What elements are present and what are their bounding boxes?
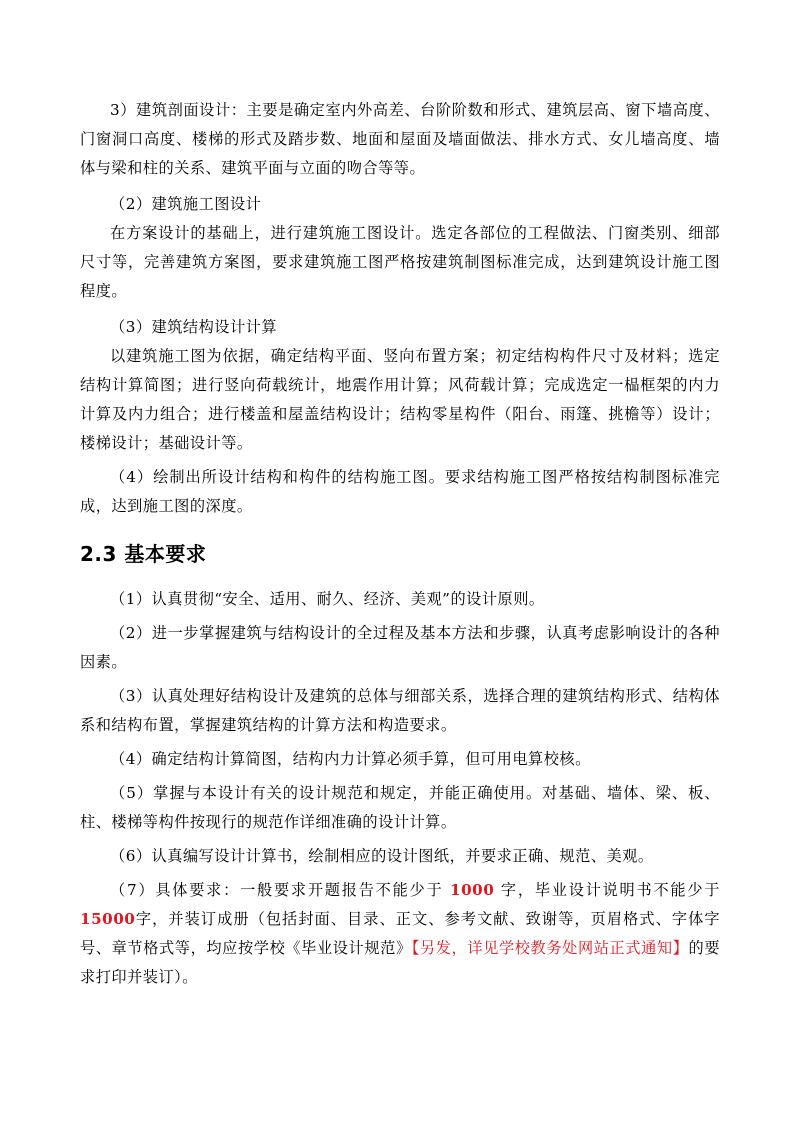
official-notice-note: 【另发，详见学校教务处网站正式通知】 (411, 939, 689, 957)
paragraph-construction-drawing: 在方案设计的基础上，进行建筑施工图设计。选定各部位的工程做法、门窗类别、细部尺寸等，完善建筑方案图，要求建筑施工图严格按建筑制图标准完成，达到建筑设计施工图程度。 (80, 224, 720, 300)
requirement-7-text-4: 的要求打印并装订）。 (80, 939, 721, 986)
paragraph-structural-design: 以建筑施工图为依据，确定结构平面、竖向布置方案；初定结构构件尺寸及材料；选定结构计算简图；进行竖向荷载统计，地震作用计算；风荷载计算；完成选定一榀框架的内力计算及内力组合；进行楼盖和屋盖结构设计；结构零星构件（阳台、雨篷、挑檐等）设计；楼梯设计；基础设计等。 (80, 347, 720, 452)
requirement-7 (80, 876, 720, 992)
requirement-4: （4）确定结构计算简图，结构内力计算必须手算，但可用电算校核。 (110, 750, 591, 768)
document-page (80, 96, 720, 992)
section-title: 2.3 基本要求 (80, 542, 207, 566)
subheading-construction-drawing: （2）建筑施工图设计 (110, 195, 262, 213)
word-count-thesis: 15000 (80, 910, 136, 928)
requirement-7-text-1: （7）具体要求：一般要求开题报告不能少于 (110, 881, 451, 899)
requirement-5: （5）掌握与本设计有关的设计规范和规定，并能正确使用。对基础、墙体、梁、板、柱、楼梯等构件按现行的规范作详细准确的设计计算。 (80, 784, 720, 831)
requirement-7-text-3: 字，并装订成册（包括封面、目录、正文、参考文献、致谢等，页眉格式、字体字号、章节格式等，均应按学校《毕业设计规范》 (80, 910, 720, 957)
paragraph-section-design: 3）建筑剖面设计：主要是确定室内外高差、台阶阶数和形式、建筑层高、窗下墙高度、门窗洞口高度、楼梯的形式及踏步数、地面和屋面及墙面做法、排水方式、女儿墙高度、墙体与梁和柱的关系、建筑平面与立面的吻合等等。 (80, 101, 720, 177)
paragraph-structural-drawing: （4）绘制出所设计结构和构件的结构施工图。要求结构施工图严格按结构制图标准完成，达到施工图的深度。 (80, 468, 720, 515)
requirement-2: （2）进一步掌握建筑与结构设计的全过程及基本方法和步骤，认真考虑影响设计的各种因素。 (80, 624, 720, 671)
word-count-report: 1000 (450, 881, 495, 899)
requirement-1: （1）认真贯彻“安全、适用、耐久、经济、美观”的设计原则。 (110, 590, 545, 608)
subheading-structural-design: （3）建筑结构设计计算 (110, 318, 278, 336)
requirement-7-text-2: 字，毕业设计说明书不能少于 (494, 881, 720, 899)
requirement-3: （3）认真处理好结构设计及建筑的总体与细部关系，选择合理的建筑结构形式、结构体系和结构布置，掌握建筑结构的计算方法和构造要求。 (80, 687, 720, 734)
requirement-6: （6）认真编写设计计算书，绘制相应的设计图纸，并要求正确、规范、美观。 (110, 847, 654, 865)
